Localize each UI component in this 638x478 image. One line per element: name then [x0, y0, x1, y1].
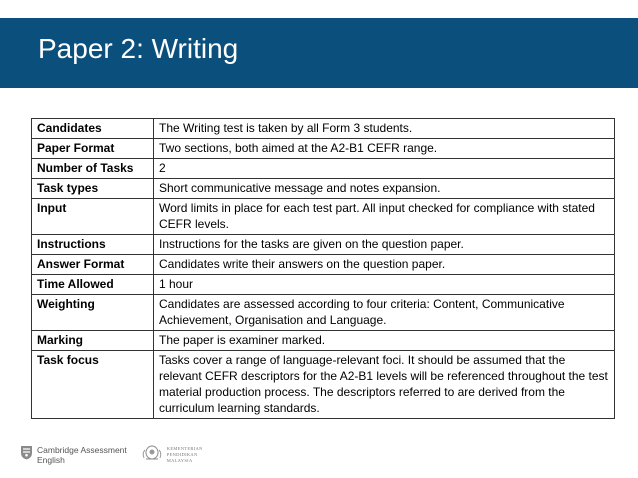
row-label: Candidates — [32, 119, 154, 139]
row-label: Number of Tasks — [32, 159, 154, 179]
ministry-crest-icon — [141, 444, 163, 466]
row-value: The paper is examiner marked. — [154, 331, 615, 351]
row-value: 2 — [154, 159, 615, 179]
ministry-line-2: PENDIDIKAN — [166, 452, 198, 457]
row-value: Short communicative message and notes expansion. — [154, 179, 615, 199]
row-value: 1 hour — [154, 275, 615, 295]
row-value: Word limits in place for each test part. All input checked for compliance with stated CEFR levels. — [154, 199, 615, 235]
table-row — [32, 351, 615, 419]
row-label: Answer Format — [32, 255, 154, 275]
cambridge-subname: English — [37, 455, 65, 465]
row-value: The Writing test is taken by all Form 3 students. — [154, 119, 615, 139]
page-title: Paper 2: Writing — [38, 33, 239, 64]
row-value: Instructions for the tasks are given on the question paper. — [154, 235, 615, 255]
row-label: Weighting — [32, 295, 154, 331]
row-value: Two sections, both aimed at the A2-B1 CEFR range. — [154, 139, 615, 159]
paper-spec-table — [31, 118, 615, 419]
ministry-logo — [141, 444, 203, 466]
row-value: Tasks cover a range of language-relevant foci. It should be assumed that the relevant CEFR descriptors for the A2-B1 levels will be referenced throughout the test material production process. The descriptors referred to are derived from the curriculum learning standards. — [154, 351, 615, 419]
cambridge-logo — [20, 445, 127, 465]
row-label: Marking — [32, 331, 154, 351]
row-value: Candidates write their answers on the question paper. — [154, 255, 615, 275]
table-row — [32, 159, 615, 179]
table-row — [32, 119, 615, 139]
row-label: Task focus — [32, 351, 154, 419]
row-label: Paper Format — [32, 139, 154, 159]
table-row — [32, 331, 615, 351]
table-row — [32, 179, 615, 199]
table-row — [32, 255, 615, 275]
row-value: Candidates are assessed according to four criteria: Content, Communicative Achievement, Organisation and Language. — [154, 295, 615, 331]
row-label: Task types — [32, 179, 154, 199]
table-row — [32, 139, 615, 159]
row-label: Input — [32, 199, 154, 235]
footer-logos — [20, 443, 203, 467]
table-row — [32, 275, 615, 295]
table-row — [32, 295, 615, 331]
cambridge-name: Cambridge Assessment — [37, 445, 127, 455]
table-row — [32, 199, 615, 235]
table-row — [32, 235, 615, 255]
row-label: Instructions — [32, 235, 154, 255]
ministry-line-3: MALAYSIA — [166, 458, 193, 463]
cambridge-shield-icon — [20, 445, 33, 465]
ministry-line-1: KEMENTERIAN — [166, 446, 203, 451]
row-label: Time Allowed — [32, 275, 154, 295]
